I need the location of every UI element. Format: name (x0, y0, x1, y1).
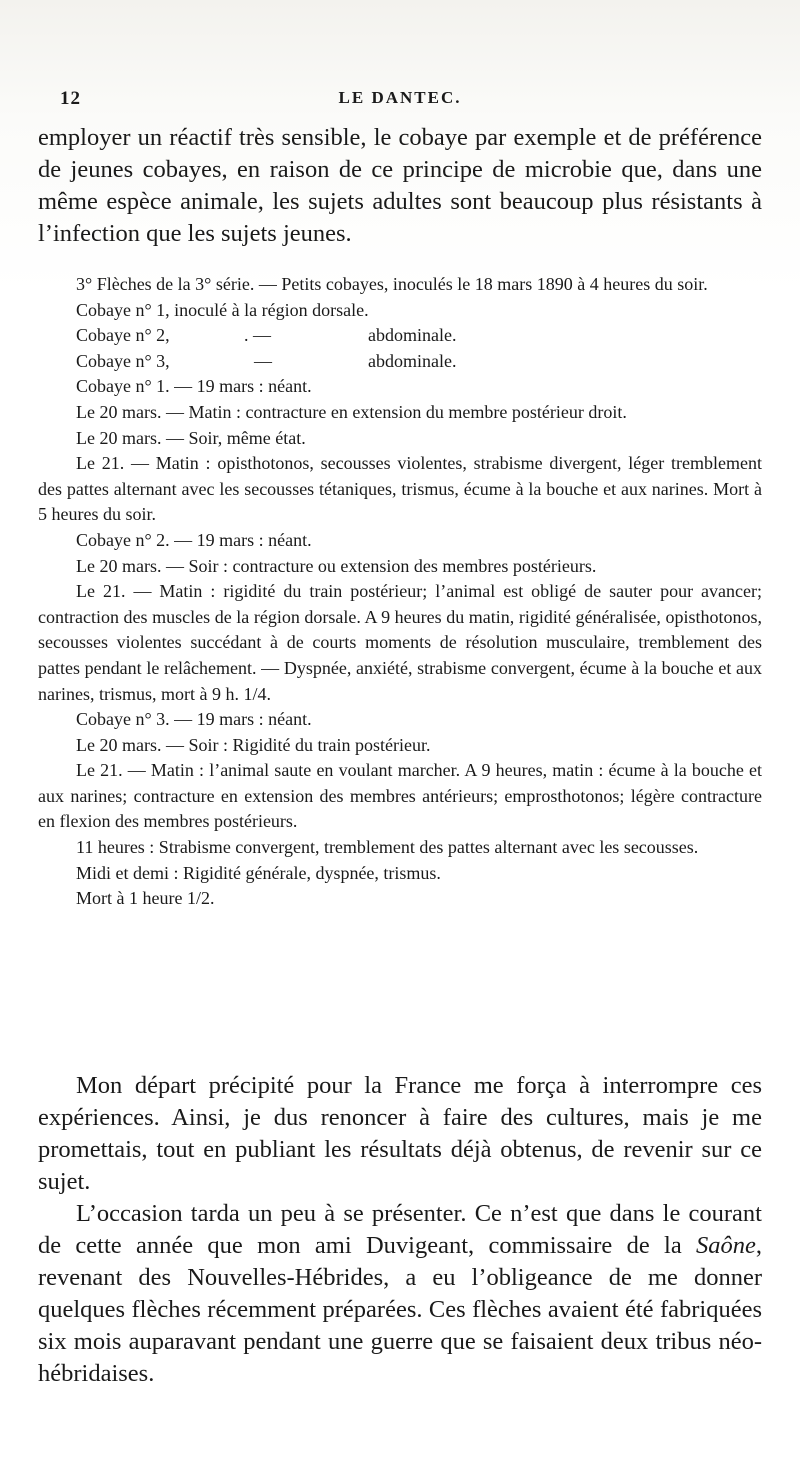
guinea-pig-line-3 (38, 349, 762, 375)
opening-paragraph: employer un réactif très sensible, le cobaye par exemple et de préférence de jeunes cobayes, en raison de ce principe de microbie que, dans une même espèce animale, les sujets adultes sont beaucoup plus résistants à l’infection que les sujets jeunes. (38, 124, 762, 247)
page-header (40, 88, 760, 112)
observation-entry: Mort à 1 heure 1/2. (76, 888, 215, 909)
observation-entry: 11 heures : Strabisme convergent, tremblement des pattes alternant avec les secousses. (76, 837, 699, 858)
ship-name: Saône (696, 1232, 756, 1259)
observation-entry: Cobaye n° 1. — 19 mars : néant. (76, 376, 312, 397)
running-head: LE DANTEC. (338, 88, 462, 107)
observation-entry: Le 20 mars. — Matin : contracture en extension du membre postérieur droit. (76, 401, 627, 422)
page-number: 12 (60, 88, 81, 109)
guinea-pig-3-label: Cobaye n° 3, (76, 350, 170, 371)
closing-paragraph-2-start: L’occasion tarda un peu à se présenter. Ce n’est que dans le courant de cette année que mon ami Duvigeant, commissaire de la (38, 1200, 762, 1259)
observation-entry: Le 20 mars. — Soir : contracture ou extension des membres postérieurs. (76, 555, 597, 576)
observation-entry: Cobaye n° 3. — 19 mars : néant. (76, 709, 312, 730)
closing-paragraph-2-end: , revenant des Nouvelles-Hébrides, a eu l’obligeance de me donner quelques flèches récemment préparées. Ces flèches avaient été fabriquées six mois auparavant pendant une guerre que se faisaient deux tribus néo-hébridaises. (38, 1232, 762, 1387)
guinea-pig-3-ditto: — (254, 350, 272, 371)
guinea-pig-2-region: abdominale. (368, 325, 457, 346)
closing-paragraph-2 (38, 1198, 762, 1390)
observation-entry: Le 21. — Matin : rigidité du train postérieur; l’animal est obligé de sauter pour avancer; contraction des muscles de la région dorsale. A 9 heures du matin, rigidité généralisée, opisthotonos, secousses violentes succédant à de courts moments de résolution musculaire, tremblement des pattes pendant le relâchement. — Dyspnée, anxiété, strabisme convergent, écume à la bouche et aux narines, trismus, mort à 9 h. 1/4. (38, 581, 762, 704)
closing-block (38, 1070, 762, 1390)
observation-entry: Midi et demi : Rigidité générale, dyspnée, trismus. (76, 862, 441, 883)
guinea-pig-2-label: Cobaye n° 2, (76, 325, 170, 346)
guinea-pig-line-1: Cobaye n° 1, inoculé à la région dorsale. (76, 299, 369, 320)
observation-entry: Le 20 mars. — Soir, même état. (76, 427, 306, 448)
opening-paragraph-block (38, 122, 762, 250)
guinea-pig-2-ditto: . — (244, 325, 271, 346)
observation-entry: Le 21. — Matin : l’animal saute en voulant marcher. A 9 heures, matin : écume à la bouche et aux narines; contracture en extension des membres antérieurs; emprosthotonos; légère contracture en flexion des membres postérieurs. (38, 760, 762, 832)
observation-entry: Le 21. — Matin : opisthotonos, secousses violentes, strabisme divergent, léger tremblement des pattes alternant avec les secousses tétaniques, trismus, écume à la bouche et aux narines. Mort à 5 heures du soir. (38, 453, 762, 525)
closing-paragraph-1: Mon départ précipité pour la France me força à interrompre ces expériences. Ainsi, je dus renoncer à faire des cultures, mais je me promettais, tout en publiant les résultats déjà obtenus, de revenir sur ce sujet. (38, 1072, 762, 1195)
guinea-pig-line-2 (38, 323, 762, 349)
observations-block (38, 272, 762, 912)
observation-entry: Le 20 mars. — Soir : Rigidité du train postérieur. (76, 734, 431, 755)
series-intro: 3° Flèches de la 3° série. — Petits cobayes, inoculés le 18 mars 1890 à 4 heures du soir. (76, 274, 708, 294)
observation-entry: Cobaye n° 2. — 19 mars : néant. (76, 529, 312, 550)
guinea-pig-3-region: abdominale. (368, 350, 457, 371)
